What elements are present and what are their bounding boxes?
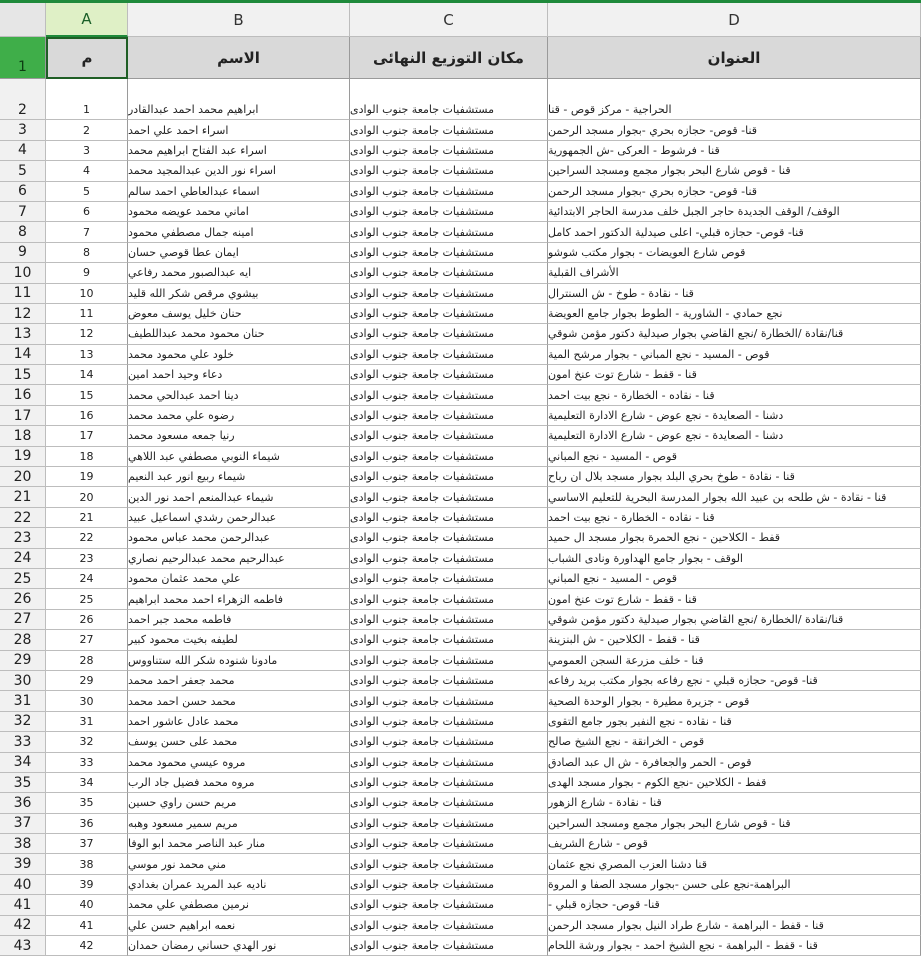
place-cell[interactable]: مستشفيات جامعة جنوب الوادى [350,753,548,773]
name-cell[interactable]: فاطمه محمد جبر احمد [128,610,350,630]
blank-cell-c[interactable] [350,79,548,100]
serial-cell[interactable]: 40 [46,895,128,915]
address-cell[interactable]: قنا - قفط - البراهمة - نجع الشيخ احمد - بجوار ورشة اللحام [548,936,921,956]
name-cell[interactable]: دعاء وحيد احمد امين [128,365,350,385]
row-header[interactable]: 26 [0,589,46,609]
row-header[interactable]: 18 [0,426,46,446]
place-cell[interactable]: مستشفيات جامعة جنوب الوادى [350,589,548,609]
place-cell[interactable]: مستشفيات جامعة جنوب الوادى [350,202,548,222]
place-cell[interactable]: مستشفيات جامعة جنوب الوادى [350,324,548,344]
table-row [0,304,921,324]
place-cell[interactable]: مستشفيات جامعة جنوب الوادى [350,304,548,324]
serial-cell[interactable]: 20 [46,487,128,507]
serial-cell[interactable]: 10 [46,284,128,304]
serial-cell[interactable]: 42 [46,936,128,956]
address-cell[interactable]: قوص - المسيد - نجع المباني [548,569,921,589]
name-cell[interactable]: مريم حسن راوي حسين [128,793,350,813]
place-cell[interactable]: مستشفيات جامعة جنوب الوادى [350,345,548,365]
address-cell[interactable]: دشنا - الصعايدة - نجع عوض - شارع الادارة التعليمية [548,426,921,446]
address-cell[interactable]: الحراجية - مركز قوص - قنا [548,100,921,120]
name-cell[interactable]: مني محمد نور موسي [128,854,350,874]
place-cell[interactable]: مستشفيات جامعة جنوب الوادى [350,528,548,548]
serial-cell[interactable]: 31 [46,712,128,732]
serial-cell[interactable]: 1 [46,100,128,120]
serial-cell[interactable]: 33 [46,753,128,773]
place-cell[interactable]: مستشفيات جامعة جنوب الوادى [350,732,548,752]
serial-cell[interactable]: 27 [46,630,128,650]
row-header[interactable]: 39 [0,854,46,874]
serial-cell[interactable]: 30 [46,691,128,711]
row-header[interactable]: 36 [0,793,46,813]
table-row [0,671,921,691]
name-cell[interactable]: نرمين مصطفي علي محمد [128,895,350,915]
table-row [0,651,921,671]
table-row [0,100,921,120]
name-cell[interactable]: ايمان عطا قوصي حسان [128,243,350,263]
table-row [0,508,921,528]
table-row [0,182,921,202]
address-cell[interactable]: الأشراف القبلية [548,263,921,283]
place-cell[interactable]: مستشفيات جامعة جنوب الوادى [350,549,548,569]
place-cell[interactable]: مستشفيات جامعة جنوب الوادى [350,814,548,834]
place-cell[interactable]: مستشفيات جامعة جنوب الوادى [350,243,548,263]
place-cell[interactable]: مستشفيات جامعة جنوب الوادى [350,508,548,528]
table-row [0,263,921,283]
address-cell[interactable]: قنا - قفط - شارع توت عنخ امون [548,589,921,609]
name-cell[interactable]: بيشوي مرقص شكر الله قليد [128,284,350,304]
header-cell-address[interactable]: العنوان [548,37,921,79]
table-row [0,528,921,548]
address-cell[interactable]: قفط - الكلاحين - نجع الحمرة بجوار مسجد ال حميد [548,528,921,548]
table-row [0,345,921,365]
name-cell[interactable]: عبدالرحيم محمد عبدالرحيم نصاري [128,549,350,569]
row-header[interactable]: 28 [0,630,46,650]
name-cell[interactable]: مريم سمير مسعود وهبه [128,814,350,834]
name-cell[interactable]: شيماء ربيع انور عبد النعيم [128,467,350,487]
serial-cell[interactable]: 12 [46,324,128,344]
row-header[interactable]: 13 [0,324,46,344]
row-header[interactable]: 24 [0,549,46,569]
place-cell[interactable]: مستشفيات جامعة جنوب الوادى [350,385,548,405]
name-cell[interactable]: منار عبد الناصر محمد ابو الوفا [128,834,350,854]
address-cell[interactable]: قنا دشنا العزب المصري نجع عثمان [548,854,921,874]
serial-cell[interactable]: 15 [46,385,128,405]
header-cell-place[interactable]: مكان التوزيع النهائى [350,37,548,79]
name-cell[interactable]: امينه جمال مصطفي محمود [128,222,350,242]
table-row [0,691,921,711]
address-cell[interactable]: دشنا - الصعايدة - نجع عوض - شارع الادارة التعليمية [548,406,921,426]
row-header[interactable]: 34 [0,753,46,773]
address-cell[interactable]: قنا - نقاده - الخطارة - نجع بيت احمد [548,508,921,528]
name-cell[interactable]: عبدالرحمن رشدي اسماعيل عبيد [128,508,350,528]
table-row [0,875,921,895]
address-cell[interactable]: قنا/نقادة /الخطارة /نجع القاضي بجوار صيدلية دكتور مؤمن شوقي [548,610,921,630]
serial-cell[interactable]: 37 [46,834,128,854]
place-cell[interactable]: مستشفيات جامعة جنوب الوادى [350,365,548,385]
table-row [0,773,921,793]
row-header[interactable]: 33 [0,732,46,752]
table-row [0,120,921,140]
serial-cell[interactable]: 36 [46,814,128,834]
row-header[interactable]: 30 [0,671,46,691]
row-header[interactable]: 27 [0,610,46,630]
table-row [0,854,921,874]
row-header[interactable]: 10 [0,263,46,283]
serial-cell[interactable]: 14 [46,365,128,385]
row-header[interactable]: 11 [0,284,46,304]
row-header[interactable]: 7 [0,202,46,222]
name-cell[interactable]: مروه عيسي محمود محمد [128,753,350,773]
row-header[interactable]: 31 [0,691,46,711]
address-cell[interactable]: قنا - قوص شارع البحر بجوار مجمع ومسجد السراحين [548,161,921,181]
serial-cell[interactable]: 22 [46,528,128,548]
name-cell[interactable]: محمد عادل عاشور احمد [128,712,350,732]
address-cell[interactable]: قنا - قوص شارع البحر بجوار مجمع ومسجد السراحين [548,814,921,834]
name-cell[interactable]: لطيفه بخيت محمود كبير [128,630,350,650]
address-cell[interactable]: قنا- قوص- حجازه بحري -بجوار مسجد الرحمن [548,182,921,202]
column-header-bar [0,3,921,37]
place-cell[interactable]: مستشفيات جامعة جنوب الوادى [350,222,548,242]
table-row [0,630,921,650]
blank-row-gap [0,79,921,100]
serial-cell[interactable]: 38 [46,854,128,874]
table-row [0,324,921,344]
row-header[interactable]: 43 [0,936,46,956]
row-header-blank [0,79,46,100]
address-cell[interactable]: قوص - الخرانقة - نجع الشيخ صالح [548,732,921,752]
table-row [0,916,921,936]
serial-cell[interactable]: 2 [46,120,128,140]
column-header-c[interactable]: C [350,3,548,37]
serial-cell[interactable]: 18 [46,447,128,467]
name-cell[interactable]: رنيا جمعه مسعود محمد [128,426,350,446]
serial-cell[interactable]: 41 [46,916,128,936]
row-header[interactable]: 37 [0,814,46,834]
serial-cell[interactable]: 32 [46,732,128,752]
row-header[interactable]: 22 [0,508,46,528]
name-cell[interactable]: عبدالرحمن محمد عباس محمود [128,528,350,548]
address-cell[interactable]: قنا- قوص- حجازه قبلي - نجع رفاعه بجوار مكتب بريد رفاعه [548,671,921,691]
serial-cell[interactable]: 17 [46,426,128,446]
name-cell[interactable]: شيماء النوبي مصطفي عبد اللاهي [128,447,350,467]
serial-cell[interactable]: 9 [46,263,128,283]
address-cell[interactable]: الوقف/ الوقف الجديدة حاجر الجبل خلف مدرسة الحاجر الابتدائية [548,202,921,222]
serial-cell[interactable]: 35 [46,793,128,813]
name-cell[interactable]: مروه محمد فضيل جاد الرب [128,773,350,793]
serial-cell[interactable]: 11 [46,304,128,324]
serial-cell[interactable]: 5 [46,182,128,202]
name-cell[interactable]: اسراء احمد علي احمد [128,120,350,140]
serial-cell[interactable]: 16 [46,406,128,426]
serial-cell[interactable]: 19 [46,467,128,487]
row-header[interactable]: 40 [0,875,46,895]
name-cell[interactable]: دينا احمد عبدالحي محمد [128,385,350,405]
table-row [0,284,921,304]
address-cell[interactable]: قنا - فرشوط - العركى -ش الجمهورية [548,141,921,161]
name-cell[interactable]: محمد جعفر احمد محمد [128,671,350,691]
table-row [0,385,921,405]
place-cell[interactable]: مستشفيات جامعة جنوب الوادى [350,182,548,202]
address-cell[interactable]: قنا- قوص- حجازه قبلي- اعلى صيدلية الدكتور احمد كامل [548,222,921,242]
row-header[interactable]: 9 [0,243,46,263]
address-cell[interactable]: قنا - نقادة - ش طلحه بن عبيد الله بجوار المدرسة البحرية للتعليم الاساسي [548,487,921,507]
table-header-row [0,37,921,79]
address-cell[interactable]: قنا - نقادة - طوخ بحري البلد بجوار مسجد بلال ان رباح [548,467,921,487]
serial-cell[interactable]: 24 [46,569,128,589]
address-cell[interactable]: قنا - قفط - الكلاحين - ش البنزينة [548,630,921,650]
serial-cell[interactable]: 21 [46,508,128,528]
table-row [0,569,921,589]
address-cell[interactable]: قنا - نقاده - الخطارة - نجع بيت احمد [548,385,921,405]
place-cell[interactable]: مستشفيات جامعة جنوب الوادى [350,671,548,691]
serial-cell[interactable]: 25 [46,589,128,609]
serial-cell[interactable]: 4 [46,161,128,181]
place-cell[interactable]: مستشفيات جامعة جنوب الوادى [350,161,548,181]
table-row [0,732,921,752]
address-cell[interactable]: قنا- قوص- حجازه قبلي - [548,895,921,915]
place-cell[interactable]: مستشفيات جامعة جنوب الوادى [350,447,548,467]
place-cell[interactable]: مستشفيات جامعة جنوب الوادى [350,569,548,589]
header-cell-serial[interactable]: م [46,37,128,79]
table-row [0,141,921,161]
row-header[interactable]: 23 [0,528,46,548]
serial-cell[interactable]: 28 [46,651,128,671]
table-row [0,487,921,507]
name-cell[interactable]: نعمه ابراهيم حسن علي [128,916,350,936]
table-row [0,426,921,446]
serial-cell[interactable]: 39 [46,875,128,895]
table-row [0,467,921,487]
address-cell[interactable]: قوص - جزيرة مطيرة - بجوار الوحدة الصحية [548,691,921,711]
address-cell[interactable]: قوص شارع العويضات - بجوار مكتب شوشو [548,243,921,263]
place-cell[interactable]: مستشفيات جامعة جنوب الوادى [350,793,548,813]
name-cell[interactable]: اسراء نور الدين عبدالمجيد محمد [128,161,350,181]
row-header[interactable]: 35 [0,773,46,793]
table-row [0,406,921,426]
header-cell-name[interactable]: الاسم [128,37,350,79]
address-cell[interactable]: قوص - المسيد - نجع المباني [548,447,921,467]
table-row [0,365,921,385]
row-header[interactable]: 16 [0,385,46,405]
table-row [0,936,921,956]
name-cell[interactable]: علي محمد عثمان محمود [128,569,350,589]
place-cell[interactable]: مستشفيات جامعة جنوب الوادى [350,487,548,507]
row-header[interactable]: 25 [0,569,46,589]
row-header[interactable]: 6 [0,182,46,202]
row-header[interactable]: 41 [0,895,46,915]
place-cell[interactable]: مستشفيات جامعة جنوب الوادى [350,834,548,854]
name-cell[interactable]: محمد على حسن يوسف [128,732,350,752]
table-row [0,243,921,263]
address-cell[interactable]: قنا/نقادة /الخطارة /نجع القاضي بجوار صيدلية دكتور مؤمن شوقي [548,324,921,344]
address-cell[interactable]: قوص - الحمر والجعافرة - ش ال عبد الصادق [548,753,921,773]
name-cell[interactable]: ناديه عبد المريد عمران بغدادي [128,875,350,895]
address-cell[interactable]: قوص - المسيد - نجع المباني - بجوار مرشح المية [548,345,921,365]
place-cell[interactable]: مستشفيات جامعة جنوب الوادى [350,467,548,487]
place-cell[interactable]: مستشفيات جامعة جنوب الوادى [350,712,548,732]
name-cell[interactable]: ابراهيم محمد احمد عبدالقادر [128,100,350,120]
column-header-d[interactable]: D [548,3,921,37]
row-header[interactable]: 15 [0,365,46,385]
place-cell[interactable]: مستشفيات جامعة جنوب الوادى [350,875,548,895]
table-row [0,895,921,915]
place-cell[interactable]: مستشفيات جامعة جنوب الوادى [350,284,548,304]
table-row [0,834,921,854]
table-row [0,222,921,242]
select-all-corner[interactable] [0,3,46,37]
place-cell[interactable]: مستشفيات جامعة جنوب الوادى [350,120,548,140]
name-cell[interactable]: اماني محمد عويضه محمود [128,202,350,222]
row-header[interactable]: 14 [0,345,46,365]
address-cell[interactable]: قنا - نقادة - شارع الزهور [548,793,921,813]
address-cell[interactable]: قنا- قوص- حجازه بحري -بجوار مسجد الرحمن [548,120,921,140]
table-row [0,814,921,834]
place-cell[interactable]: مستشفيات جامعة جنوب الوادى [350,936,548,956]
row-header[interactable]: 4 [0,141,46,161]
place-cell[interactable]: مستشفيات جامعة جنوب الوادى [350,426,548,446]
name-cell[interactable]: حنان خليل يوسف معوض [128,304,350,324]
address-cell[interactable]: قنا - نقادة - طوخ - ش السنترال [548,284,921,304]
name-cell[interactable]: اسراء عبد الفتاح ابراهيم محمد [128,141,350,161]
address-cell[interactable]: الوقف - بجوار جامع الهداورة ونادى الشباب [548,549,921,569]
name-cell[interactable]: اسماء عبدالعاطي احمد سالم [128,182,350,202]
address-cell[interactable]: قوص - شارع الشريف [548,834,921,854]
row-header[interactable]: 2 [0,100,46,120]
name-cell[interactable]: شيماء عبدالمنعم احمد نور الدين [128,487,350,507]
row-header[interactable]: 17 [0,406,46,426]
name-cell[interactable]: مادونا شنوده شكر الله ستناووس [128,651,350,671]
name-cell[interactable]: ايه عبدالصبور محمد رفاعي [128,263,350,283]
serial-cell[interactable]: 7 [46,222,128,242]
table-body [0,100,921,956]
blank-cell-a[interactable] [46,79,128,100]
place-cell[interactable]: مستشفيات جامعة جنوب الوادى [350,263,548,283]
place-cell[interactable]: مستشفيات جامعة جنوب الوادى [350,610,548,630]
address-cell[interactable]: البراهمة-نجع على حسن -بجوار مسجد الصفا و المروة [548,875,921,895]
table-row [0,712,921,732]
place-cell[interactable]: مستشفيات جامعة جنوب الوادى [350,691,548,711]
name-cell[interactable]: فاطمه الزهراء احمد محمد ابراهيم [128,589,350,609]
row-header[interactable]: 32 [0,712,46,732]
place-cell[interactable]: مستشفيات جامعة جنوب الوادى [350,773,548,793]
address-cell[interactable]: قنا - قفط - شارع توت عنخ امون [548,365,921,385]
serial-cell[interactable]: 3 [46,141,128,161]
row-header[interactable]: 42 [0,916,46,936]
serial-cell[interactable]: 8 [46,243,128,263]
name-cell[interactable]: خلود علي محمود محمد [128,345,350,365]
table-row [0,793,921,813]
row-header[interactable]: 5 [0,161,46,181]
address-cell[interactable]: قنا - قفط - البراهمة - شارع طراد النيل بجوار مسجد الرحمن [548,916,921,936]
row-header[interactable]: 29 [0,651,46,671]
blank-cell-b[interactable] [128,79,350,100]
column-header-a[interactable]: A [46,3,128,37]
address-cell[interactable]: قنا - نقاده - نجع النفير بجور جامع التقوى [548,712,921,732]
row-header-1[interactable]: 1 [0,37,46,79]
table-row [0,549,921,569]
table-row [0,161,921,181]
serial-cell[interactable]: 13 [46,345,128,365]
serial-cell[interactable]: 6 [46,202,128,222]
serial-cell[interactable]: 23 [46,549,128,569]
place-cell[interactable]: مستشفيات جامعة جنوب الوادى [350,895,548,915]
place-cell[interactable]: مستشفيات جامعة جنوب الوادى [350,406,548,426]
row-header[interactable]: 12 [0,304,46,324]
serial-cell[interactable]: 29 [46,671,128,691]
row-header[interactable]: 3 [0,120,46,140]
name-cell[interactable]: محمد حسن احمد محمد [128,691,350,711]
blank-cell-d[interactable] [548,79,921,100]
address-cell[interactable]: قفط - الكلاحين -نجع الكوم - بجوار مسجد الهدى [548,773,921,793]
row-header[interactable]: 21 [0,487,46,507]
address-cell[interactable]: قنا - خلف مزرعة السجن العمومي [548,651,921,671]
name-cell[interactable]: رضوه علي محمد محمد [128,406,350,426]
place-cell[interactable]: مستشفيات جامعة جنوب الوادى [350,100,548,120]
column-header-b[interactable]: B [128,3,350,37]
address-cell[interactable]: نجع حمادي - الشاورية - الطوط بجوار جامع العويضة [548,304,921,324]
row-header[interactable]: 20 [0,467,46,487]
serial-cell[interactable]: 34 [46,773,128,793]
place-cell[interactable]: مستشفيات جامعة جنوب الوادى [350,141,548,161]
name-cell[interactable]: نور الهدي حساني رمضان حمدان [128,936,350,956]
row-header[interactable]: 38 [0,834,46,854]
name-cell[interactable]: حنان محمود محمد عبداللطيف [128,324,350,344]
place-cell[interactable]: مستشفيات جامعة جنوب الوادى [350,630,548,650]
table-row [0,589,921,609]
place-cell[interactable]: مستشفيات جامعة جنوب الوادى [350,854,548,874]
table-row [0,202,921,222]
table-row [0,447,921,467]
row-header[interactable]: 8 [0,222,46,242]
serial-cell[interactable]: 26 [46,610,128,630]
table-row [0,753,921,773]
table-row [0,610,921,630]
row-header[interactable]: 19 [0,447,46,467]
place-cell[interactable]: مستشفيات جامعة جنوب الوادى [350,651,548,671]
place-cell[interactable]: مستشفيات جامعة جنوب الوادى [350,916,548,936]
